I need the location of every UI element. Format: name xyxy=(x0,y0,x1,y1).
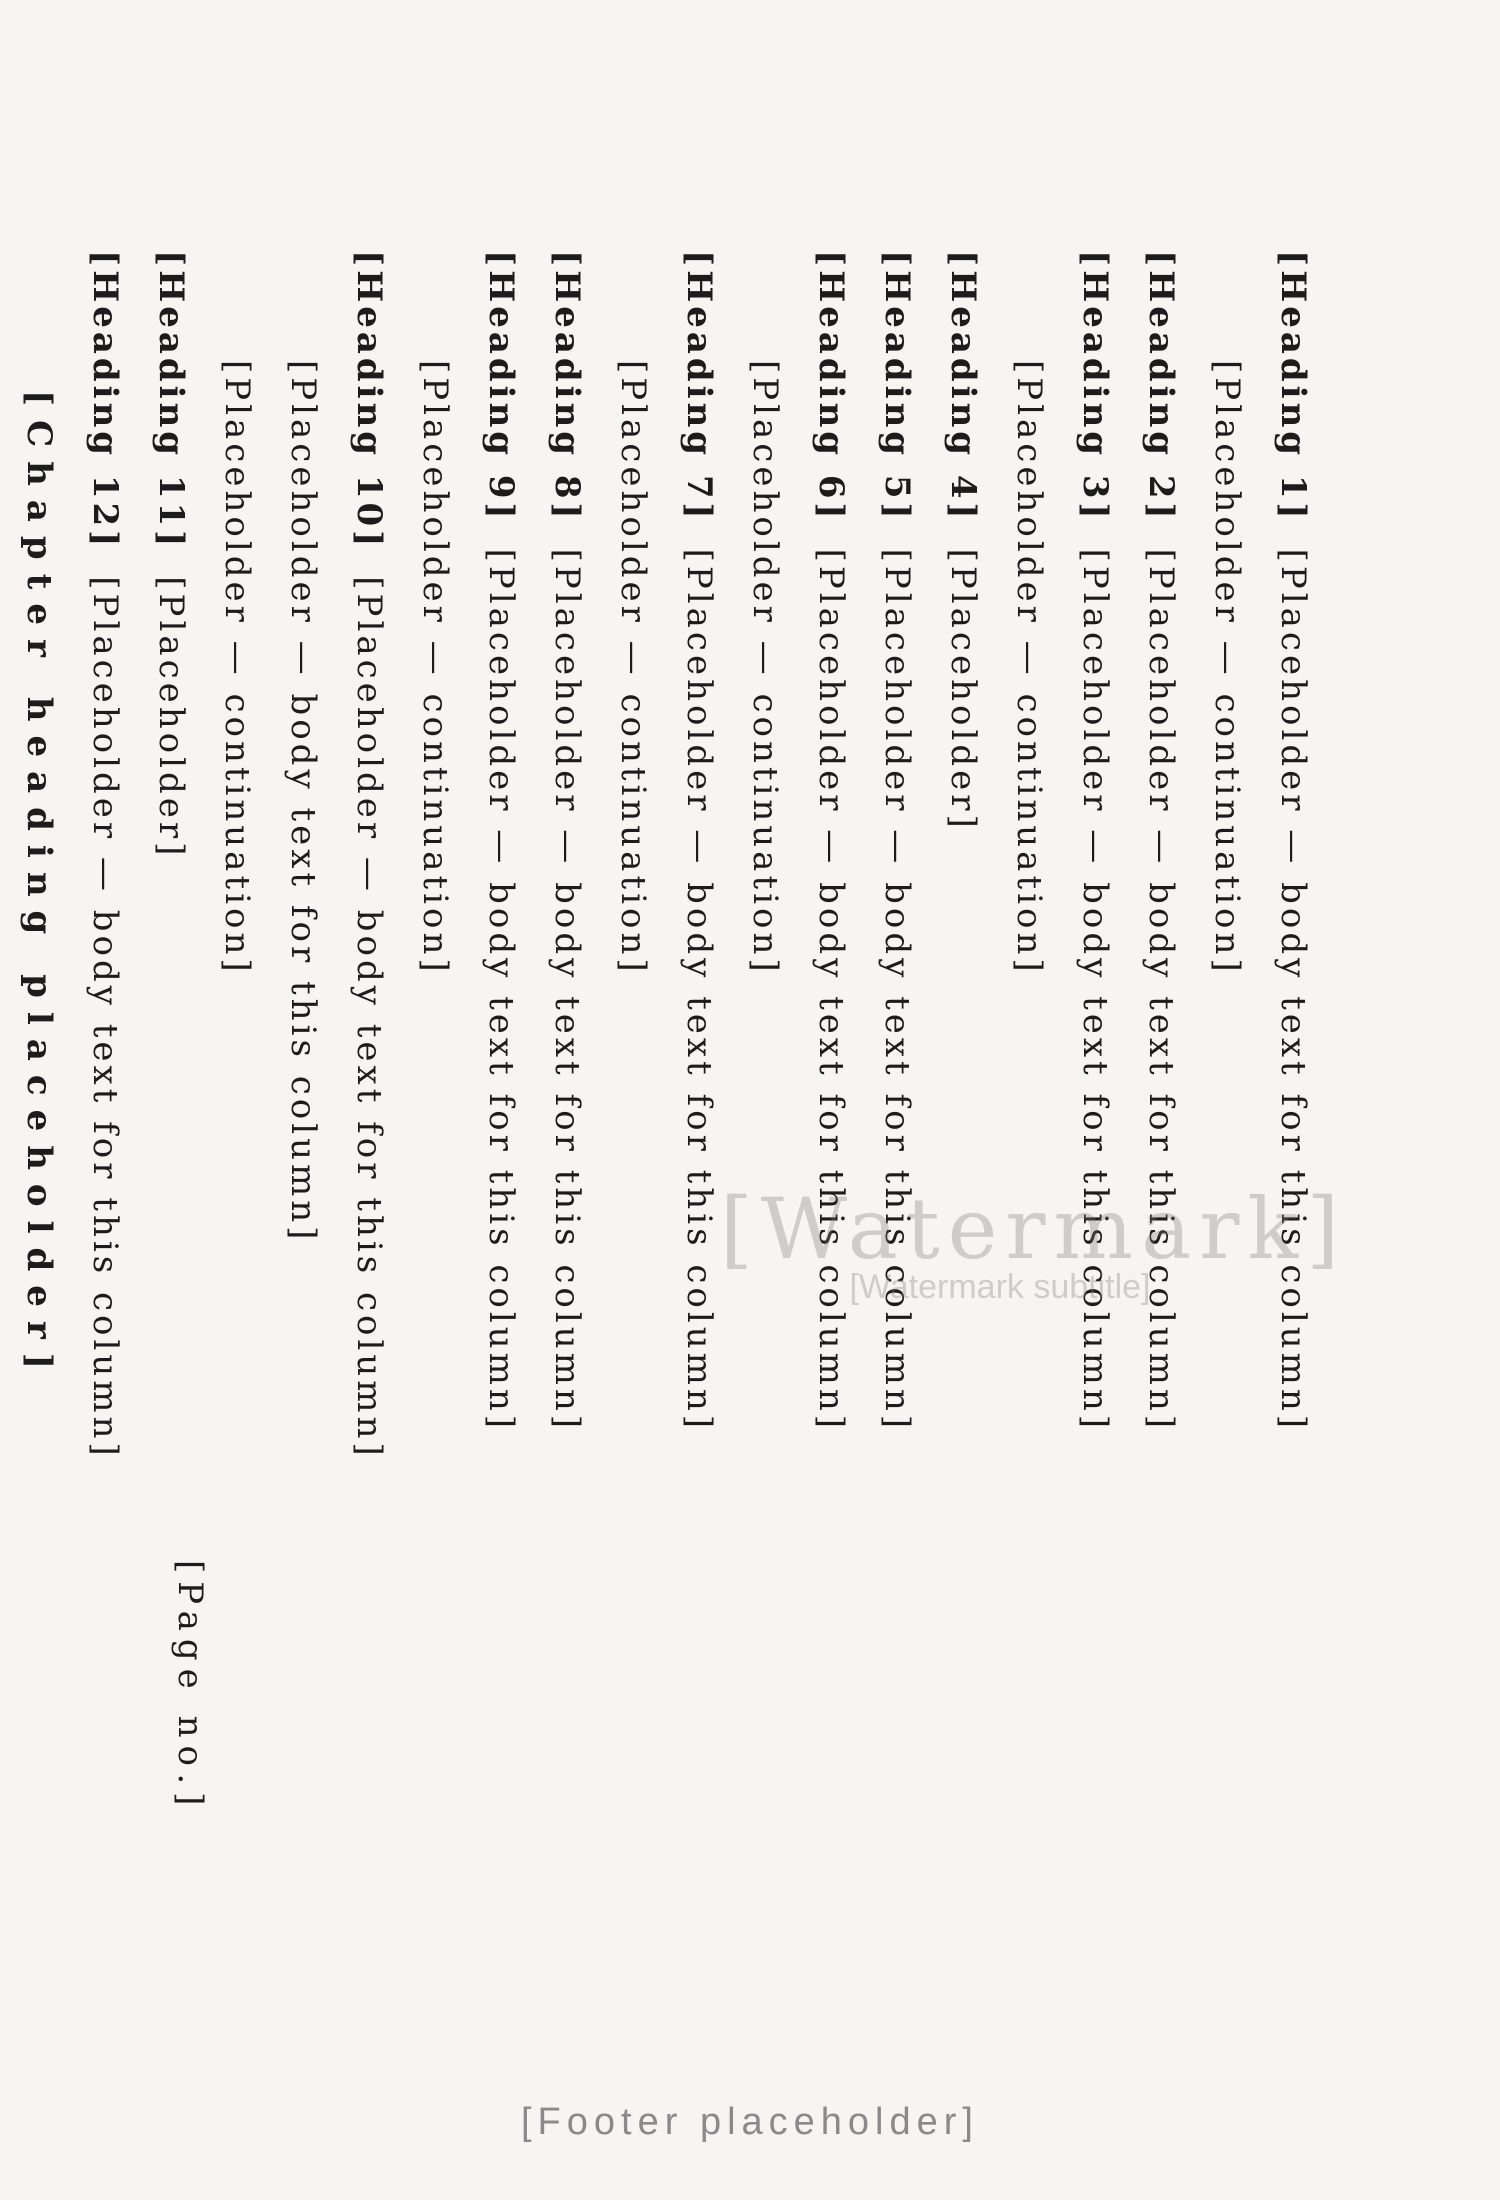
article-heading: [Heading 5] xyxy=(877,250,917,523)
chapter-heading xyxy=(12,250,66,1950)
article-heading: [Heading 2] xyxy=(1141,250,1181,523)
text-column xyxy=(540,250,594,1950)
text-column xyxy=(672,250,726,1950)
text-column xyxy=(1134,250,1188,1950)
text-column xyxy=(210,250,264,1950)
column-text: [Placeholder — body text for this column] xyxy=(811,548,851,1433)
column-text: [Placeholder — body text for this column] xyxy=(1273,548,1313,1433)
text-column xyxy=(1200,250,1254,1950)
article-heading: [Heading 7] xyxy=(679,250,719,523)
text-column xyxy=(408,250,462,1950)
text-column xyxy=(606,250,660,1950)
text-column xyxy=(1002,250,1056,1950)
text-column xyxy=(276,250,330,1950)
column-text: [Placeholder — continuation] xyxy=(1207,360,1247,976)
text-column xyxy=(1266,250,1320,1950)
text-column xyxy=(870,250,924,1950)
column-text: [Placeholder — continuation] xyxy=(745,360,785,976)
article-heading: [Heading 1] xyxy=(1273,250,1313,523)
article-heading: [Heading 8] xyxy=(547,250,587,523)
column-text: [Placeholder — continuation] xyxy=(415,360,455,976)
page-number: [Page no.] xyxy=(170,1560,210,1814)
article-heading: [Heading 6] xyxy=(811,250,851,523)
column-text: [Placeholder — body text for this column] xyxy=(349,576,389,1460)
column-text: [Chapter heading placeholder] xyxy=(19,390,59,1383)
column-text: [Placeholder — body text for this column] xyxy=(547,548,587,1433)
column-text: [Placeholder — body text for this column] xyxy=(85,576,125,1460)
article-heading: [Heading 12] xyxy=(85,250,125,551)
column-text: [Placeholder] xyxy=(943,548,983,832)
watermark-main: [Watermark] xyxy=(720,1180,1348,1278)
article-heading: [Heading 9] xyxy=(481,250,521,523)
watermark-sub: [Watermark subtitle] xyxy=(849,1268,1151,1306)
text-column xyxy=(1068,250,1122,1950)
text-column xyxy=(78,250,132,1950)
column-text: [Placeholder — continuation] xyxy=(1009,360,1049,976)
column-text: [Placeholder — body text for this column] xyxy=(283,360,323,1244)
column-text: [Placeholder — continuation] xyxy=(613,360,653,976)
text-column xyxy=(804,250,858,1950)
text-column xyxy=(474,250,528,1950)
footer-credit: [Footer placeholder] xyxy=(521,2101,979,2143)
article-heading: [Heading 3] xyxy=(1075,250,1115,523)
column-text: [Placeholder — body text for this column] xyxy=(877,548,917,1433)
column-text: [Placeholder — body text for this column] xyxy=(481,548,521,1433)
article-heading: [Heading 4] xyxy=(943,250,983,523)
column-text: [Placeholder — continuation] xyxy=(217,360,257,976)
text-column xyxy=(936,250,990,1950)
column-text: [Placeholder — body text for this column] xyxy=(1075,548,1115,1433)
text-column xyxy=(342,250,396,1950)
column-text: [Placeholder — body text for this column] xyxy=(679,548,719,1433)
column-text: [Placeholder — body text for this column] xyxy=(1141,548,1181,1433)
text-column xyxy=(738,250,792,1950)
column-text: [Placeholder] xyxy=(151,576,191,860)
article-heading: [Heading 10] xyxy=(349,250,389,551)
article-heading: [Heading 11] xyxy=(151,250,191,551)
